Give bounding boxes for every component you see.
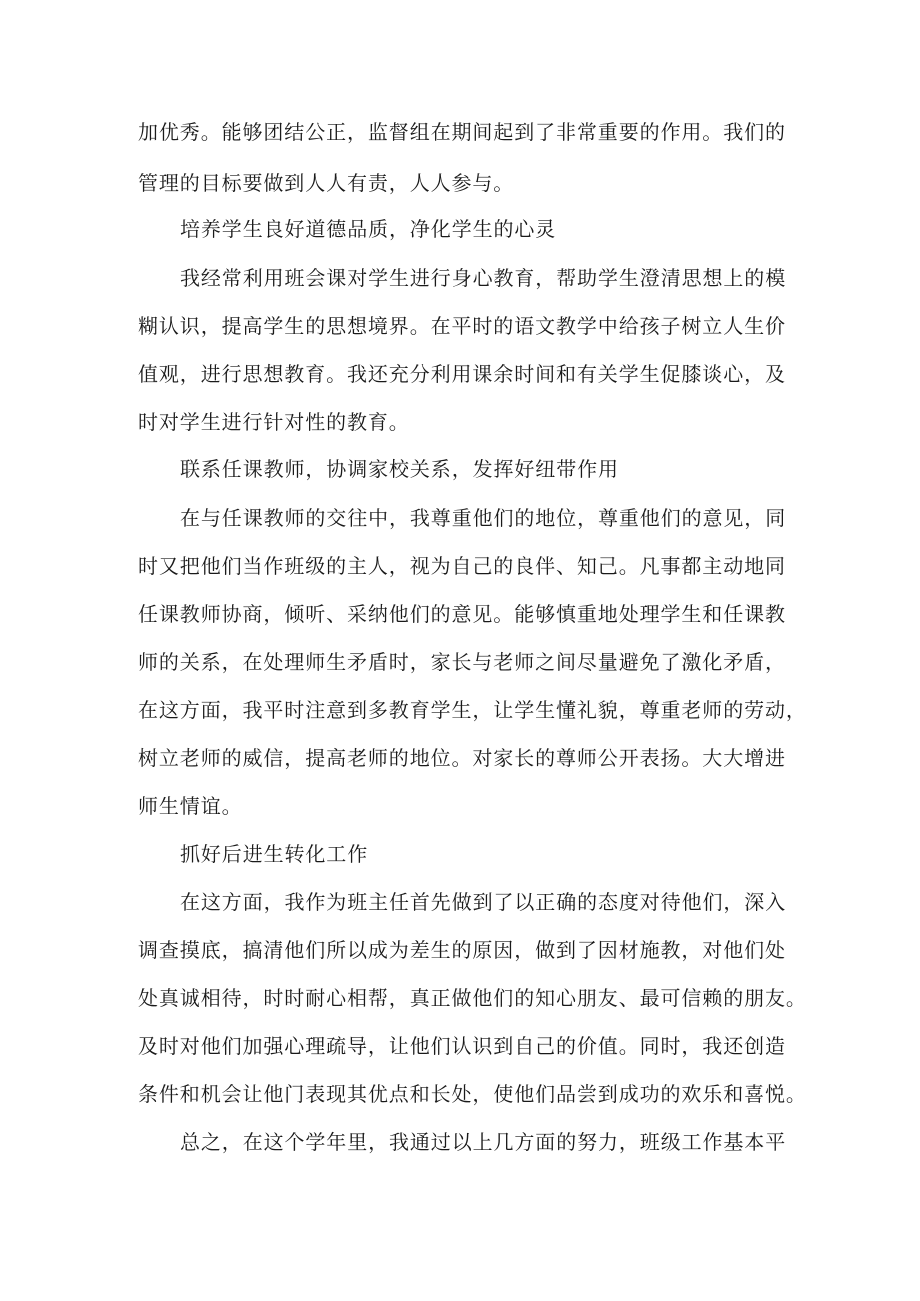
section-heading: 培养学生良好道德品质，净化学生的心灵 — [180, 217, 557, 241]
text-line: 管理的目标要做到人人有责，人人参与。 — [138, 171, 515, 195]
text-line: 在与任课教师的交往中，我尊重他们的地位，尊重他们的意见，同 — [180, 506, 787, 530]
text-line: 时对学生进行针对性的教育。 — [138, 410, 410, 434]
text-line: 时又把他们当作班级的主人，视为自己的良伴、知己。凡事都主动地同 — [138, 554, 786, 578]
text-line: 值观，进行思想教育。我还充分利用课余时间和有关学生促膝谈心，及 — [138, 362, 786, 386]
text-line: 及时对他们加强心理疏导，让他们认识到自己的价值。同时，我还创造 — [138, 1034, 786, 1058]
text-line: 糊认识，提高学生的思想境界。在平时的语文教学中给孩子树立人生价 — [138, 314, 786, 338]
section-heading: 抓好后进生转化工作 — [180, 842, 369, 866]
text-line: 师生情谊。 — [138, 794, 243, 818]
section-heading: 联系任课教师，协调家校关系，发挥好纽带作用 — [180, 457, 619, 481]
text-line: 我经常利用班会课对学生进行身心教育，帮助学生澄清思想上的模 — [180, 266, 787, 290]
text-line: 处真诚相待，时时耐心相帮，真正做他们的知心朋友、最可信赖的朋友。 — [138, 986, 807, 1010]
text-line: 在这方面，我平时注意到多教育学生，让学生懂礼貌，尊重老师的劳动， — [138, 698, 807, 722]
text-line: 调查摸底，搞清他们所以成为差生的原因，做到了因材施教，对他们处 — [138, 938, 786, 962]
text-line: 条件和机会让他门表现其优点和长处，使他们品尝到成功的欢乐和喜悦。 — [138, 1082, 807, 1106]
text-line: 加优秀。能够团结公正，监督组在期间起到了非常重要的作用。我们的 — [138, 120, 786, 144]
text-line: 师的关系，在处理师生矛盾时，家长与老师之间尽量避免了激化矛盾， — [138, 650, 786, 674]
text-line: 在这方面，我作为班主任首先做到了以正确的态度对待他们，深入 — [180, 890, 787, 914]
text-line: 总之，在这个学年里，我通过以上几方面的努力，班级工作基本平 — [180, 1130, 787, 1154]
text-line: 树立老师的威信，提高老师的地位。对家长的尊师公开表扬。大大增进 — [138, 746, 786, 770]
text-line: 任课教师协商，倾听、采纳他们的意见。能够慎重地处理学生和任课教 — [138, 602, 786, 626]
